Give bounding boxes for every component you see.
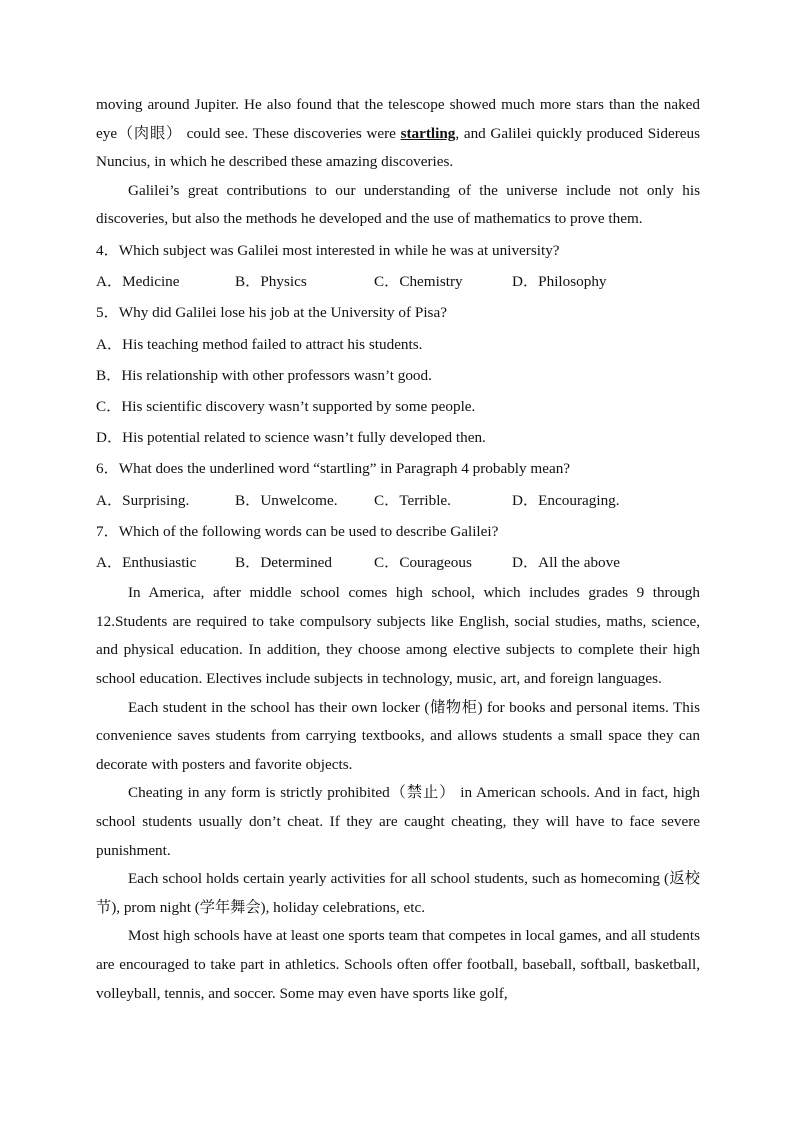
question-4-option-d: D．Philosophy xyxy=(512,273,607,291)
passage-c-paragraph-1: In America, after middle school comes high school, which includes grades 9 through 12.Students are required to take compulsory subjects like English, social studies, maths, science, and physical education. In addition, they choose among elective subjects to complete their high school education. Electives include subjects in technology, music, art, and foreign languages. xyxy=(96,584,700,687)
question-5-option-c: C．His scientific discovery wasn’t supported by some people. xyxy=(96,397,476,415)
question-7-stem: 7．Which of the following words can be used to describe Galilei? xyxy=(96,522,499,540)
question-4-stem: 4．Which subject was Galilei most interested in while he was at university? xyxy=(96,241,560,259)
passage-c-paragraph-5: Most high schools have at least one sports team that competes in local games, and all students are encouraged to take part in athletics. Schools often offer football, baseball, softball, basketball, volleyball, tennis, and soccer. Some may even have sports like golf, xyxy=(96,927,700,1002)
passage-b-paragraph-4: moving around Jupiter. He also found that the telescope showed much more stars than the naked eye（肉眼） could see. These discoveries were startling, and Galilei quickly produced Sidereus Nuncius, in which he described these amazing discoveries. xyxy=(96,96,700,171)
question-6-options xyxy=(96,485,700,516)
question-7-option-d: D．All the above xyxy=(512,554,620,571)
question-7-option-a: A．Enthusiastic xyxy=(96,554,197,571)
document-page xyxy=(96,91,700,1008)
question-7-option-c: C．Courageous xyxy=(374,554,472,571)
question-5-stem: 5．Why did Galilei lose his job at the University of Pisa? xyxy=(96,304,447,322)
passage-b-paragraph-5: Galilei’s great contributions to our understanding of the universe include not only his discoveries, but also the methods he developed and the use of mathematics to prove them. xyxy=(96,181,700,228)
underlined-word: startling xyxy=(400,124,456,142)
passage-c-paragraph-2: Each student in the school has their own locker (储物柜) for books and personal items. This convenience saves students from carrying textbooks, and allows students a small space they can decorate with posters and favorite objects. xyxy=(96,698,700,773)
passage-c-paragraph-4: Each school holds certain yearly activities for all school students, such as homecoming (返校节), prom night (学年舞会), holiday celebrations, etc. xyxy=(96,870,700,916)
question-5-option-b: B．His relationship with other professors wasn’t good. xyxy=(96,366,432,384)
question-7-option-b: B．Determined xyxy=(235,554,333,571)
passage-c-paragraph-3: Cheating in any form is strictly prohibited（禁止） in American schools. And in fact, high school students usually don’t cheat. If they are caught cheating, they will have to face severe punishment. xyxy=(96,784,700,859)
question-4-options xyxy=(96,266,700,297)
question-6-option-a: A．Surprising. xyxy=(96,491,190,509)
question-6-stem: 6．What does the underlined word “startling” in Paragraph 4 probably mean? xyxy=(96,460,571,478)
question-4-option-a: A．Medicine xyxy=(96,273,180,291)
question-4-option-b: B．Physics xyxy=(235,273,307,291)
question-7-options xyxy=(96,547,700,578)
question-6-option-d: D．Encouraging. xyxy=(512,491,620,509)
question-5-option-a: A．His teaching method failed to attract his students. xyxy=(96,335,423,353)
question-5-option-d: D．His potential related to science wasn’t fully developed then. xyxy=(96,429,486,447)
question-6-option-b: B．Unwelcome. xyxy=(235,491,338,509)
question-6-option-c: C．Terrible. xyxy=(374,491,451,509)
question-4-option-c: C．Chemistry xyxy=(374,273,463,291)
